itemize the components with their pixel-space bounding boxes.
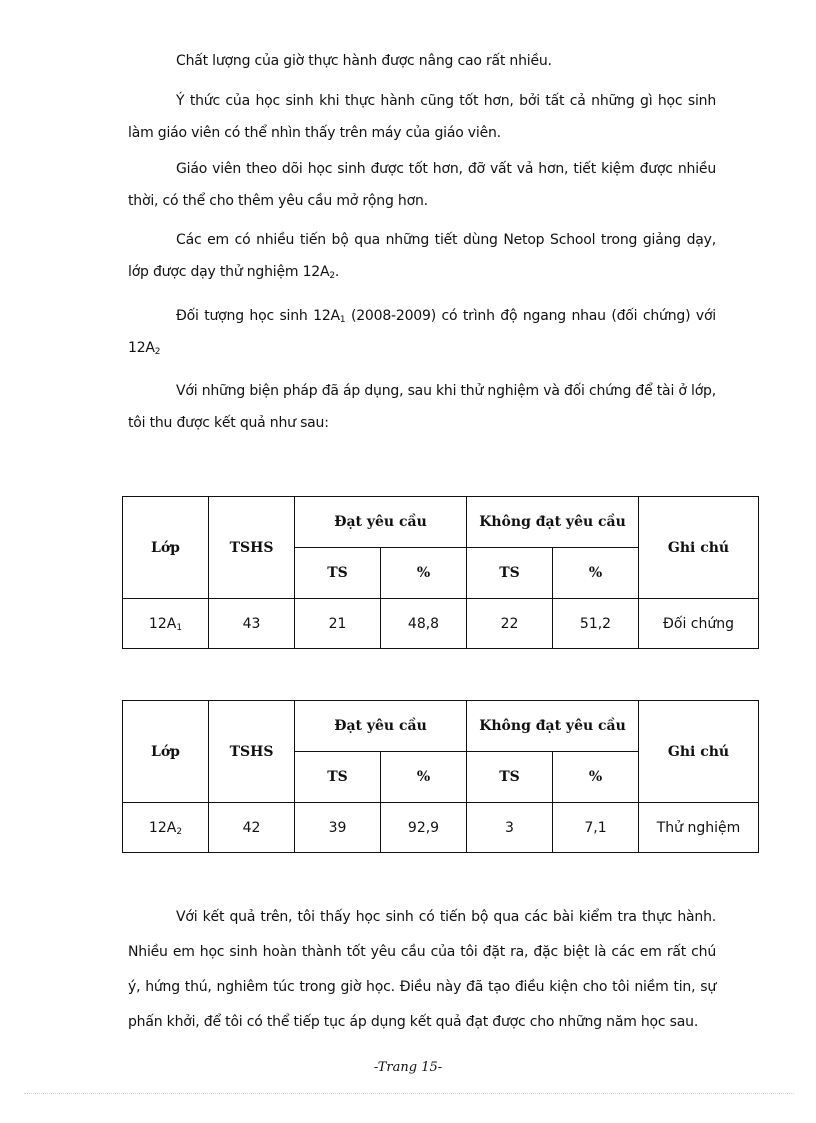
header-khong-dat-yeu-cau: Không đạt yêu cầu <box>467 701 639 752</box>
cell-dat-ts: 39 <box>295 803 381 853</box>
page-number: -Trang 15- <box>373 1060 443 1075</box>
cell-kdat-pct: 7,1 <box>553 803 639 853</box>
header-dat-ts: TS <box>295 548 381 599</box>
cell-class: $12A_1$ <box>123 599 209 649</box>
paragraph-2: Ý thức của học sinh khi thực hành cũng tốt hơn, bởi tất cả những gì học sinh làm giáo viên có thể nhìn thấy trên máy của giáo viên. <box>128 93 716 141</box>
result-table-control <box>122 496 759 649</box>
cell-kdat-ts: 3 <box>467 803 553 853</box>
conclusion-paragraph: Với kết quả trên, tôi thấy học sinh có tiến bộ qua các bài kiểm tra thực hành. Nhiều em học sinh hoàn thành tốt yêu cầu của tôi đặt ra, đặc biệt là các em rất chú ý, hứng thú, nghiêm túc trong giờ học. Điều này đã tạo điều kiện cho tôi niềm tin, sự phấn khởi, để tôi có thể tiếp tục áp dụng kết quả đạt được cho những năm học sau. <box>128 909 716 1030</box>
header-tshs: TSHS <box>209 497 295 599</box>
header-dat-pct: % <box>381 752 467 803</box>
cell-class: $12A_2$ <box>123 803 209 853</box>
cell-note: Đối chứng <box>639 599 759 649</box>
result-table-experiment <box>122 700 759 853</box>
header-kdat-ts: TS <box>467 752 553 803</box>
cell-dat-pct: 92,9 <box>381 803 467 853</box>
footer-divider <box>24 1093 794 1094</box>
cell-kdat-ts: 22 <box>467 599 553 649</box>
header-lop: Lớp <box>123 701 209 803</box>
header-dat-yeu-cau: Đạt yêu cầu <box>295 701 467 752</box>
cell-tshs: 42 <box>209 803 295 853</box>
paragraph-4: Các em có nhiều tiến bộ qua những tiết dùng Netop School trong giảng dạy, lớp được dạy thử nghiệm $12A_2$. <box>128 232 716 281</box>
cell-tshs: 43 <box>209 599 295 649</box>
header-ghi-chu: Ghi chú <box>639 701 759 803</box>
paragraph-5: Đối tượng học $\sinh 12A_1$ (2008-2009) có trình độ ngang nhau (đối chứng) với $12A_2$ <box>128 308 716 357</box>
header-dat-pct: % <box>381 548 467 599</box>
header-kdat-ts: TS <box>467 548 553 599</box>
header-kdat-pct: % <box>553 752 639 803</box>
paragraph-1: Chất lượng của giờ thực hành được nâng cao rất nhiều. <box>176 53 552 69</box>
header-dat-yeu-cau: Đạt yêu cầu <box>295 497 467 548</box>
cell-dat-pct: 48,8 <box>381 599 467 649</box>
cell-kdat-pct: 51,2 <box>553 599 639 649</box>
paragraph-6: Với những biện pháp đã áp dụng, sau khi thử nghiệm và đối chứng để tài ở lớp, tôi thu được kết quả như sau: <box>128 383 716 431</box>
header-ghi-chu: Ghi chú <box>639 497 759 599</box>
header-lop: Lớp <box>123 497 209 599</box>
table-row <box>123 599 759 649</box>
cell-dat-ts: 21 <box>295 599 381 649</box>
cell-note: Thử nghiệm <box>639 803 759 853</box>
header-tshs: TSHS <box>209 701 295 803</box>
paragraph-3: Giáo viên theo dõi học sinh được tốt hơn, đỡ vất vả hơn, tiết kiệm được nhiều thời, có thể cho thêm yêu cầu mở rộng hơn. <box>128 161 716 209</box>
header-kdat-pct: % <box>553 548 639 599</box>
header-khong-dat-yeu-cau: Không đạt yêu cầu <box>467 497 639 548</box>
header-dat-ts: TS <box>295 752 381 803</box>
table-row <box>123 803 759 853</box>
